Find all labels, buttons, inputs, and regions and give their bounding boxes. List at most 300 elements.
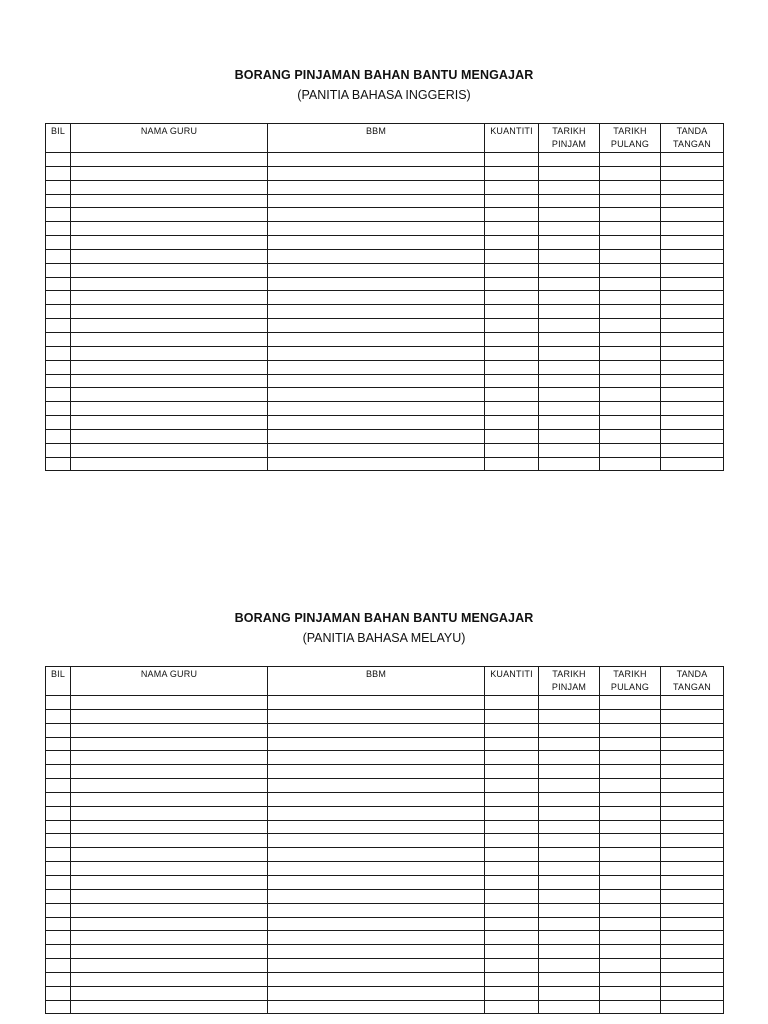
cell-bil [46,332,71,346]
cell-bil [46,346,71,360]
cell-bbm [268,875,485,889]
cell-nama-guru [71,416,268,430]
cell-kuantiti [485,903,539,917]
table-row [46,374,724,388]
cell-kuantiti [485,360,539,374]
cell-kuantiti [485,402,539,416]
table-row [46,277,724,291]
cell-kuantiti [485,751,539,765]
cell-kuantiti [485,346,539,360]
cell-bbm [268,765,485,779]
cell-tarikh-pinjam [539,222,600,236]
cell-tarikh-pinjam [539,862,600,876]
cell-tarikh-pinjam [539,249,600,263]
cell-tarikh-pulang [600,806,661,820]
cell-nama-guru [71,806,268,820]
cell-tanda-tangan [661,222,724,236]
cell-tarikh-pinjam [539,765,600,779]
cell-nama-guru [71,153,268,167]
cell-tanda-tangan [661,696,724,710]
table-row [46,291,724,305]
table-row [46,751,724,765]
header-tanda-tangan: TANDA TANGAN [661,667,724,696]
cell-bil [46,972,71,986]
table-row [46,986,724,1000]
cell-bil [46,166,71,180]
cell-kuantiti [485,443,539,457]
cell-tarikh-pinjam [539,875,600,889]
cell-tarikh-pulang [600,1000,661,1014]
header-bil: BIL [46,667,71,696]
table-row [46,236,724,250]
cell-kuantiti [485,917,539,931]
cell-tarikh-pulang [600,959,661,973]
loan-form-malay [0,609,768,692]
cell-nama-guru [71,931,268,945]
cell-nama-guru [71,862,268,876]
cell-nama-guru [71,194,268,208]
cell-bbm [268,751,485,765]
cell-bbm [268,1000,485,1014]
cell-tarikh-pinjam [539,751,600,765]
cell-tarikh-pinjam [539,153,600,167]
cell-tarikh-pulang [600,862,661,876]
cell-bbm [268,903,485,917]
cell-bbm [268,443,485,457]
cell-nama-guru [71,986,268,1000]
cell-tarikh-pulang [600,820,661,834]
cell-tarikh-pulang [600,737,661,751]
cell-tarikh-pinjam [539,416,600,430]
cell-tarikh-pulang [600,402,661,416]
cell-tarikh-pinjam [539,374,600,388]
cell-bbm [268,153,485,167]
cell-tanda-tangan [661,751,724,765]
cell-nama-guru [71,696,268,710]
cell-kuantiti [485,792,539,806]
cell-tanda-tangan [661,972,724,986]
cell-bil [46,834,71,848]
cell-nama-guru [71,443,268,457]
cell-tanda-tangan [661,875,724,889]
cell-nama-guru [71,792,268,806]
cell-tarikh-pulang [600,374,661,388]
cell-kuantiti [485,848,539,862]
cell-kuantiti [485,180,539,194]
table-body [46,696,724,1014]
cell-bil [46,806,71,820]
cell-bbm [268,263,485,277]
cell-tarikh-pinjam [539,166,600,180]
cell-bil [46,374,71,388]
cell-tarikh-pinjam [539,723,600,737]
cell-tanda-tangan [661,779,724,793]
cell-nama-guru [71,374,268,388]
cell-tarikh-pulang [600,319,661,333]
table-row [46,903,724,917]
cell-tanda-tangan [661,903,724,917]
cell-tanda-tangan [661,319,724,333]
cell-tarikh-pulang [600,360,661,374]
cell-bil [46,931,71,945]
cell-tarikh-pulang [600,236,661,250]
cell-tarikh-pulang [600,848,661,862]
cell-tarikh-pulang [600,709,661,723]
cell-bil [46,723,71,737]
cell-nama-guru [71,277,268,291]
form-subtitle: (PANITIA BAHASA INGGERIS) [297,88,471,102]
cell-tanda-tangan [661,737,724,751]
cell-tarikh-pinjam [539,806,600,820]
cell-kuantiti [485,737,539,751]
cell-bil [46,889,71,903]
table-row [46,875,724,889]
loan-table [45,666,724,1014]
cell-tarikh-pulang [600,166,661,180]
cell-kuantiti [485,834,539,848]
cell-tarikh-pulang [600,779,661,793]
cell-tarikh-pulang [600,792,661,806]
cell-kuantiti [485,222,539,236]
table-row [46,862,724,876]
cell-bil [46,319,71,333]
table-row [46,153,724,167]
cell-tanda-tangan [661,723,724,737]
cell-tanda-tangan [661,249,724,263]
cell-bbm [268,346,485,360]
cell-nama-guru [71,402,268,416]
table-row [46,779,724,793]
table-row [46,249,724,263]
table-header-row [46,124,724,153]
table-row [46,457,724,471]
cell-tanda-tangan [661,959,724,973]
cell-tarikh-pulang [600,945,661,959]
header-bbm: BBM [268,124,485,153]
cell-bil [46,153,71,167]
cell-kuantiti [485,945,539,959]
cell-tarikh-pinjam [539,402,600,416]
table-row [46,443,724,457]
cell-bil [46,917,71,931]
cell-bil [46,443,71,457]
cell-nama-guru [71,889,268,903]
cell-bbm [268,194,485,208]
table-row [46,945,724,959]
table-row [46,180,724,194]
cell-tarikh-pulang [600,723,661,737]
header-tarikh-pinjam: TARIKH PINJAM [539,667,600,696]
cell-tarikh-pulang [600,388,661,402]
cell-bbm [268,889,485,903]
cell-kuantiti [485,249,539,263]
table-row [46,959,724,973]
cell-tarikh-pinjam [539,986,600,1000]
table-row [46,416,724,430]
cell-bil [46,194,71,208]
cell-nama-guru [71,332,268,346]
cell-tanda-tangan [661,834,724,848]
header-bbm: BBM [268,667,485,696]
cell-tarikh-pinjam [539,848,600,862]
cell-nama-guru [71,848,268,862]
cell-bil [46,222,71,236]
cell-tarikh-pinjam [539,709,600,723]
cell-tarikh-pulang [600,443,661,457]
table-row [46,208,724,222]
table-row [46,931,724,945]
form-title: BORANG PINJAMAN BAHAN BANTU MENGAJAR [234,68,534,82]
cell-kuantiti [485,153,539,167]
header-tarikh-pulang: TARIKH PULANG [600,667,661,696]
cell-tanda-tangan [661,917,724,931]
cell-bbm [268,931,485,945]
cell-bbm [268,360,485,374]
table-row [46,848,724,862]
cell-bbm [268,332,485,346]
cell-nama-guru [71,1000,268,1014]
cell-nama-guru [71,751,268,765]
cell-kuantiti [485,1000,539,1014]
cell-bbm [268,917,485,931]
cell-tarikh-pinjam [539,429,600,443]
cell-bbm [268,806,485,820]
cell-tarikh-pulang [600,180,661,194]
cell-bil [46,402,71,416]
cell-nama-guru [71,875,268,889]
cell-bbm [268,723,485,737]
cell-bbm [268,779,485,793]
cell-bbm [268,249,485,263]
cell-tarikh-pinjam [539,820,600,834]
cell-bbm [268,862,485,876]
cell-nama-guru [71,208,268,222]
cell-kuantiti [485,709,539,723]
cell-bil [46,180,71,194]
cell-bbm [268,222,485,236]
cell-tanda-tangan [661,360,724,374]
cell-tarikh-pulang [600,972,661,986]
cell-bil [46,862,71,876]
cell-kuantiti [485,875,539,889]
cell-tarikh-pinjam [539,180,600,194]
table-row [46,360,724,374]
header-tarikh-pinjam: TARIKH PINJAM [539,124,600,153]
cell-bil [46,263,71,277]
cell-bil [46,903,71,917]
cell-nama-guru [71,945,268,959]
table-row [46,319,724,333]
cell-kuantiti [485,166,539,180]
cell-tarikh-pinjam [539,792,600,806]
cell-tarikh-pulang [600,249,661,263]
cell-kuantiti [485,332,539,346]
cell-tanda-tangan [661,402,724,416]
cell-tarikh-pulang [600,903,661,917]
table-row [46,709,724,723]
cell-kuantiti [485,986,539,1000]
table-row [46,1000,724,1014]
cell-tanda-tangan [661,457,724,471]
cell-tarikh-pinjam [539,737,600,751]
cell-nama-guru [71,319,268,333]
cell-tanda-tangan [661,208,724,222]
cell-tanda-tangan [661,806,724,820]
cell-bil [46,236,71,250]
cell-kuantiti [485,723,539,737]
table-row [46,765,724,779]
cell-tarikh-pinjam [539,903,600,917]
cell-tarikh-pulang [600,931,661,945]
cell-kuantiti [485,820,539,834]
cell-kuantiti [485,277,539,291]
cell-tarikh-pulang [600,332,661,346]
cell-tarikh-pulang [600,429,661,443]
cell-bbm [268,834,485,848]
cell-bil [46,820,71,834]
table-row [46,820,724,834]
cell-tarikh-pulang [600,153,661,167]
header-kuantiti: KUANTITI [485,124,539,153]
cell-kuantiti [485,972,539,986]
cell-nama-guru [71,709,268,723]
cell-tanda-tangan [661,416,724,430]
cell-tarikh-pulang [600,889,661,903]
cell-tanda-tangan [661,820,724,834]
cell-bbm [268,166,485,180]
cell-tanda-tangan [661,277,724,291]
cell-tarikh-pulang [600,834,661,848]
cell-tanda-tangan [661,931,724,945]
form-title: BORANG PINJAMAN BAHAN BANTU MENGAJAR [234,611,534,625]
table-row [46,696,724,710]
loan-table [45,123,724,471]
cell-tarikh-pulang [600,751,661,765]
cell-bil [46,875,71,889]
cell-bil [46,737,71,751]
cell-bil [46,765,71,779]
cell-tanda-tangan [661,180,724,194]
cell-kuantiti [485,208,539,222]
cell-bbm [268,820,485,834]
cell-tarikh-pinjam [539,931,600,945]
cell-nama-guru [71,779,268,793]
cell-bbm [268,319,485,333]
cell-bbm [268,737,485,751]
cell-nama-guru [71,222,268,236]
cell-tanda-tangan [661,374,724,388]
cell-tanda-tangan [661,945,724,959]
table-row [46,723,724,737]
cell-tarikh-pinjam [539,305,600,319]
cell-nama-guru [71,765,268,779]
cell-kuantiti [485,305,539,319]
cell-tarikh-pulang [600,346,661,360]
cell-nama-guru [71,166,268,180]
cell-kuantiti [485,263,539,277]
cell-kuantiti [485,416,539,430]
cell-bil [46,696,71,710]
cell-tarikh-pinjam [539,945,600,959]
cell-tarikh-pulang [600,765,661,779]
cell-tarikh-pinjam [539,696,600,710]
header-tarikh-pulang: TARIKH PULANG [600,124,661,153]
cell-tarikh-pulang [600,194,661,208]
cell-nama-guru [71,249,268,263]
cell-tarikh-pinjam [539,319,600,333]
cell-bil [46,291,71,305]
table-row [46,792,724,806]
cell-nama-guru [71,263,268,277]
cell-bbm [268,457,485,471]
cell-tanda-tangan [661,443,724,457]
cell-tarikh-pinjam [539,194,600,208]
cell-bil [46,986,71,1000]
table-row [46,737,724,751]
table-header-row [46,667,724,696]
cell-tanda-tangan [661,765,724,779]
cell-tarikh-pinjam [539,236,600,250]
table-row [46,806,724,820]
cell-tarikh-pinjam [539,208,600,222]
cell-bbm [268,416,485,430]
cell-tarikh-pulang [600,457,661,471]
cell-bil [46,249,71,263]
cell-bil [46,388,71,402]
cell-bbm [268,388,485,402]
cell-bil [46,208,71,222]
table-row [46,917,724,931]
cell-tanda-tangan [661,263,724,277]
cell-nama-guru [71,723,268,737]
header-nama-guru: NAMA GURU [71,667,268,696]
cell-kuantiti [485,889,539,903]
cell-bil [46,429,71,443]
cell-kuantiti [485,291,539,305]
cell-bil [46,360,71,374]
cell-tanda-tangan [661,346,724,360]
cell-bil [46,709,71,723]
header-kuantiti: KUANTITI [485,667,539,696]
cell-nama-guru [71,346,268,360]
cell-tarikh-pinjam [539,972,600,986]
cell-tanda-tangan [661,388,724,402]
cell-bbm [268,959,485,973]
cell-bbm [268,848,485,862]
cell-tarikh-pulang [600,917,661,931]
cell-tarikh-pinjam [539,277,600,291]
cell-tarikh-pinjam [539,779,600,793]
table-row [46,972,724,986]
cell-tarikh-pulang [600,222,661,236]
table-row [46,222,724,236]
cell-kuantiti [485,457,539,471]
table-row [46,834,724,848]
cell-bbm [268,945,485,959]
cell-tarikh-pulang [600,416,661,430]
cell-bbm [268,277,485,291]
cell-tarikh-pulang [600,305,661,319]
cell-tanda-tangan [661,889,724,903]
cell-kuantiti [485,319,539,333]
cell-bil [46,751,71,765]
cell-bil [46,277,71,291]
cell-bbm [268,208,485,222]
cell-tarikh-pinjam [539,1000,600,1014]
cell-kuantiti [485,374,539,388]
cell-bbm [268,792,485,806]
cell-bil [46,779,71,793]
